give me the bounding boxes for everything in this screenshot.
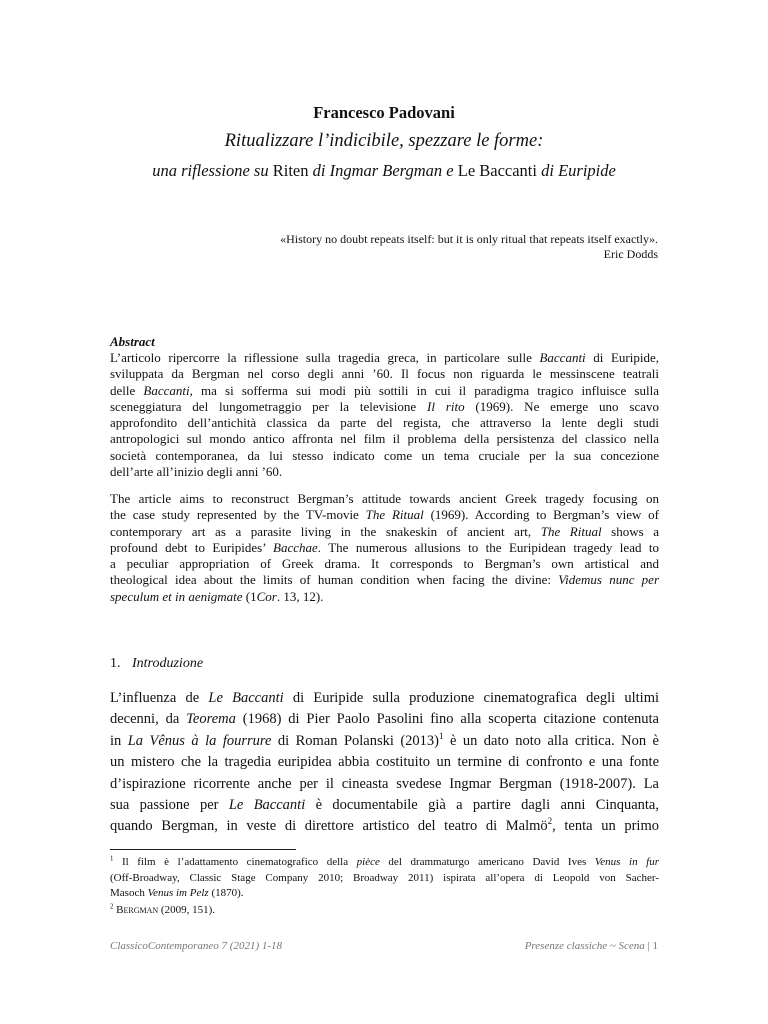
page-number: 1 xyxy=(652,940,658,952)
footer-section: Presenze classiche ~ Scena | 1 xyxy=(524,940,658,952)
section-number: 1. xyxy=(110,656,121,671)
epigraph-quote: «History no doubt repeats itself: but it is only ritual that repeats itself exactly». xyxy=(280,232,658,246)
abstract-en-line: speculum et in aenigmate (1Cor. 13, 12). xyxy=(110,588,324,604)
abstract-it-line: antropologici sul mondo antico affronta nel film il problema della persistenza del classico nella xyxy=(110,431,659,447)
abstract-it-line: L’articolo ripercorre la riflessione sulla tragedia greca, in particolare sulle Baccanti di Euripide, xyxy=(110,350,659,365)
abstract-en-line: a peculiar appropriation of Greek drama. It corresponds to Bergman’s own artistical and xyxy=(110,556,659,572)
abstract-en-line: theological idea about the limits of human condition when facing the divine: Videmus nunc per xyxy=(110,572,660,588)
subtitle-work-baccanti: Le Baccanti xyxy=(457,161,537,180)
body-paragraph xyxy=(110,688,659,838)
author-name: Francesco Padovani xyxy=(313,103,455,122)
abstract-en-line: profound debt to Euripides’ Bacchae. The numerous allusions to the Euripidean tragedy lead to xyxy=(110,539,659,555)
footnote-1 xyxy=(110,855,659,902)
body-line: sua passione per Le Baccanti è documentabile già a partire dagli anni Cinquanta, xyxy=(110,796,659,813)
subtitle-work-riten: Riten xyxy=(272,161,309,180)
body-line: L’influenza de Le Baccanti di Euripide sulla produzione cinematografica degli ultimi xyxy=(110,690,660,706)
body-line: in La Vênus à la fourrure di Roman Polanski $(2013)^1$ è un dato noto alla critica. Non è xyxy=(110,730,659,749)
abstract-it-line: sviluppata da Bergman nel corso degli anni ’60. Il focus non riguarda le messinscene teatrali xyxy=(110,366,659,382)
footnote-line: Masoch Venus im Pelz (1870). xyxy=(110,887,244,899)
footnote-line: $^1$ Il film è l’adattamento cinematografico della pièce del drammaturgo americano David Ives Venus in fur xyxy=(110,855,659,868)
abstract-english xyxy=(110,491,659,605)
article-subtitle xyxy=(0,161,768,181)
article-title: Ritualizzare l’indicibile, spezzare le forme: xyxy=(224,131,544,151)
abstract-it-line: approfondito dell’antichità classica da parte del regista, che attraverso la lente degli studi xyxy=(110,415,659,431)
subtitle-part: di Ingmar Bergman e xyxy=(308,161,458,180)
abstract-it-line: società contemporanea, da lui stesso indicato come un tema cruciale per la sua concezione xyxy=(110,447,659,463)
body-line: quando Bergman, in veste di direttore artistico del teatro di Malmö$^2$, tenta un primo xyxy=(110,816,659,835)
abstract-italian xyxy=(110,350,659,480)
footnote-ref[interactable]: 1 xyxy=(439,730,444,741)
abstract-en-line: The article aims to reconstruct Bergman’s attitude towards ancient Greek tragedy focusing on xyxy=(110,491,659,506)
footnote-ref[interactable]: 2 xyxy=(547,816,553,827)
footer-journal: ClassicoContemporaneo 7 (2021) 1-18 xyxy=(110,940,283,952)
section-title: Introduzione xyxy=(132,656,204,671)
abstract-en-line: contemporary art as a parasite living in the snakeskin of ancient art, The Ritual shows a xyxy=(110,523,659,539)
abstract-it-line: sceneggiatura del lungometraggio per la televisione Il rito (1969). Ne emerge uno scavo xyxy=(110,398,659,414)
epigraph-author: Eric Dodds xyxy=(603,247,658,261)
abstract-it-line: delle Baccanti, ma si sofferma sui modi più sottili in cui il paradigma tragico influisce sulla xyxy=(110,382,659,398)
section-heading xyxy=(110,656,203,672)
abstract-en-line: the case study represented by the TV-movie The Ritual (1969). According to Bergman’s view of xyxy=(110,507,660,523)
abstract-heading: Abstract xyxy=(110,334,155,349)
subtitle-part: di Euripide xyxy=(536,161,616,180)
cited-author: Bergman xyxy=(116,904,159,916)
subtitle-part: una riflessione su xyxy=(152,161,273,180)
footnote-divider xyxy=(110,849,296,850)
body-line: d’ispirazione ricorrente anche per il cineasta svedese Ingmar Bergman (1918-2007). La xyxy=(110,775,659,792)
body-line: decenni, da Teorema (1968) di Pier Paolo Pasolini fino alla scoperta citazione contenuta xyxy=(110,711,659,728)
body-line: un mistero che la tragedia euripidea abbia costituito un termine di confronto e una fonte xyxy=(110,754,659,771)
abstract-it-line: dell’arte all’inizio degli anni ’60. xyxy=(110,464,283,480)
footnote-2: $^2$ Bergman (2009, 151). xyxy=(110,903,215,916)
footnote-line: (Off-Broadway, Classic Stage Company 2010; Broadway 2011) ispirata all’opera di Leopold von Sacher- xyxy=(110,871,659,884)
